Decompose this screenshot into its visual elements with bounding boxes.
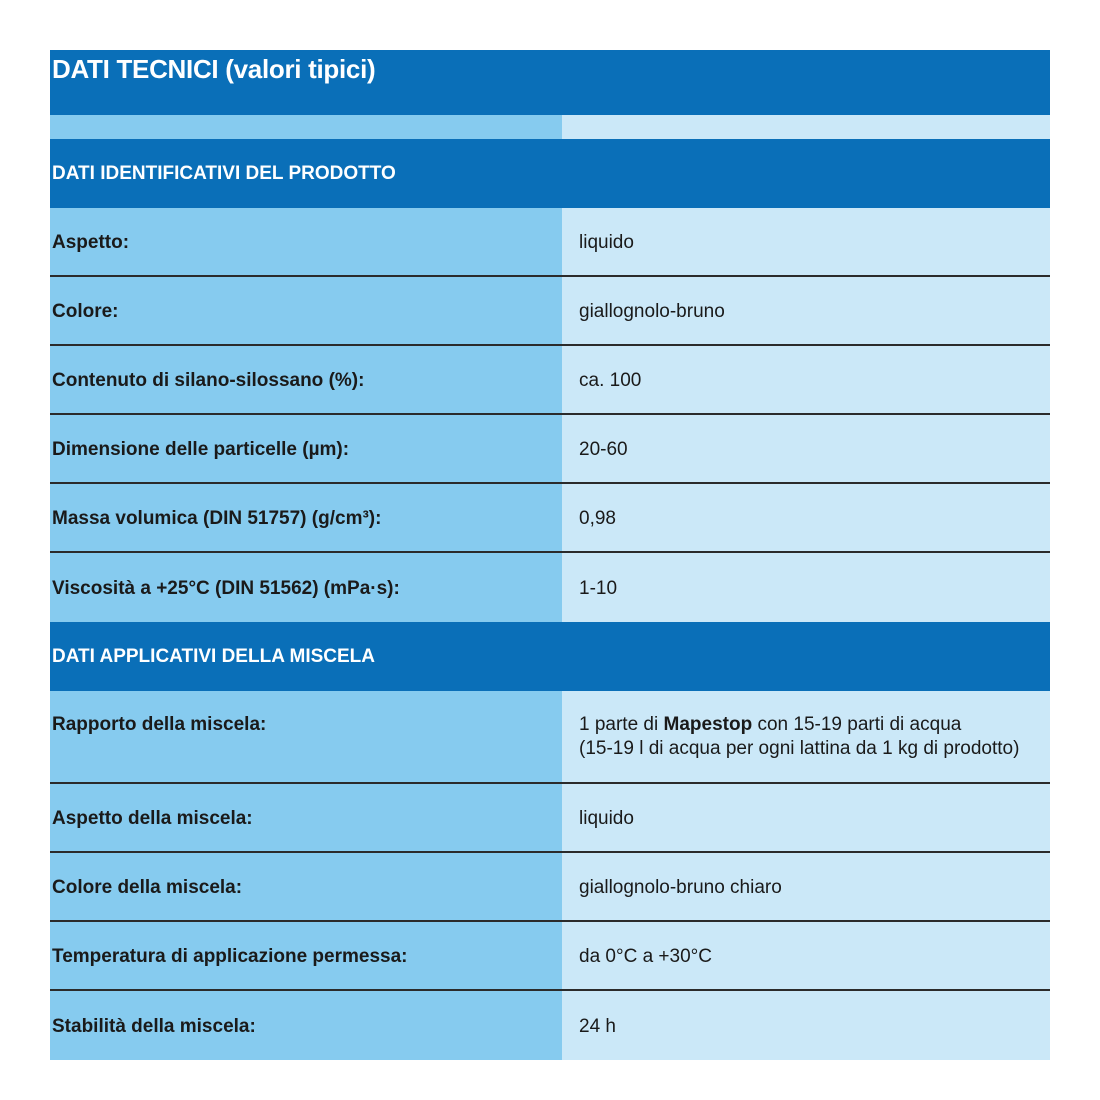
- row-label: Stabilità della miscela:: [50, 991, 562, 1060]
- row-label: Dimensione delle particelle (µm):: [50, 415, 562, 484]
- table-row: [50, 553, 1050, 622]
- row-value: [562, 691, 1050, 784]
- row-label: Contenuto di silano-silossano (%):: [50, 346, 562, 415]
- row-value: liquido: [562, 784, 1050, 853]
- row-label: Rapporto della miscela:: [50, 691, 562, 784]
- table-row: [50, 484, 1050, 553]
- row-value: 1-10: [562, 553, 1050, 622]
- row-label: Colore della miscela:: [50, 853, 562, 922]
- row-label: Temperatura di applicazione permessa:: [50, 922, 562, 991]
- table-row-mix-ratio: [50, 691, 1050, 784]
- row-value: giallognolo-bruno chiaro: [562, 853, 1050, 922]
- row-label: Viscosità a +25°C (DIN 51562) (mPa·s):: [50, 553, 562, 622]
- row-value: ca. 100: [562, 346, 1050, 415]
- section-header-mix-application: DATI APPLICATIVI DELLA MISCELA: [50, 622, 1050, 691]
- page-title: DATI TECNICI (valori tipici): [50, 50, 1050, 115]
- row-value: giallognolo-bruno: [562, 277, 1050, 346]
- table-row: [50, 784, 1050, 853]
- mix-ratio-suffix: con 15-19 parti di acqua: [752, 714, 962, 735]
- row-label: Colore:: [50, 277, 562, 346]
- row-value: liquido: [562, 208, 1050, 277]
- mix-ratio-prefix: 1 parte di: [579, 714, 664, 735]
- table-row: [50, 415, 1050, 484]
- brand-name: Mapestop: [663, 714, 753, 735]
- row-label: Massa volumica (DIN 51757) (g/cm³):: [50, 484, 562, 553]
- technical-data-sheet: [50, 50, 1050, 1060]
- table-row: [50, 208, 1050, 277]
- row-value: da 0°C a +30°C: [562, 922, 1050, 991]
- row-value: 0,98: [562, 484, 1050, 553]
- table-row: [50, 853, 1050, 922]
- table-row: [50, 991, 1050, 1060]
- spacer-row: [50, 115, 1050, 139]
- mix-ratio-detail: (15-19 l di acqua per ogni lattina da 1 kg di prodotto): [579, 738, 1020, 759]
- row-label: Aspetto della miscela:: [50, 784, 562, 853]
- row-value: 24 h: [562, 991, 1050, 1060]
- row-value: 20-60: [562, 415, 1050, 484]
- row-label: Aspetto:: [50, 208, 562, 277]
- table-row: [50, 277, 1050, 346]
- table-row: [50, 922, 1050, 991]
- section-header-product-identification: DATI IDENTIFICATIVI DEL PRODOTTO: [50, 139, 1050, 208]
- table-row: [50, 346, 1050, 415]
